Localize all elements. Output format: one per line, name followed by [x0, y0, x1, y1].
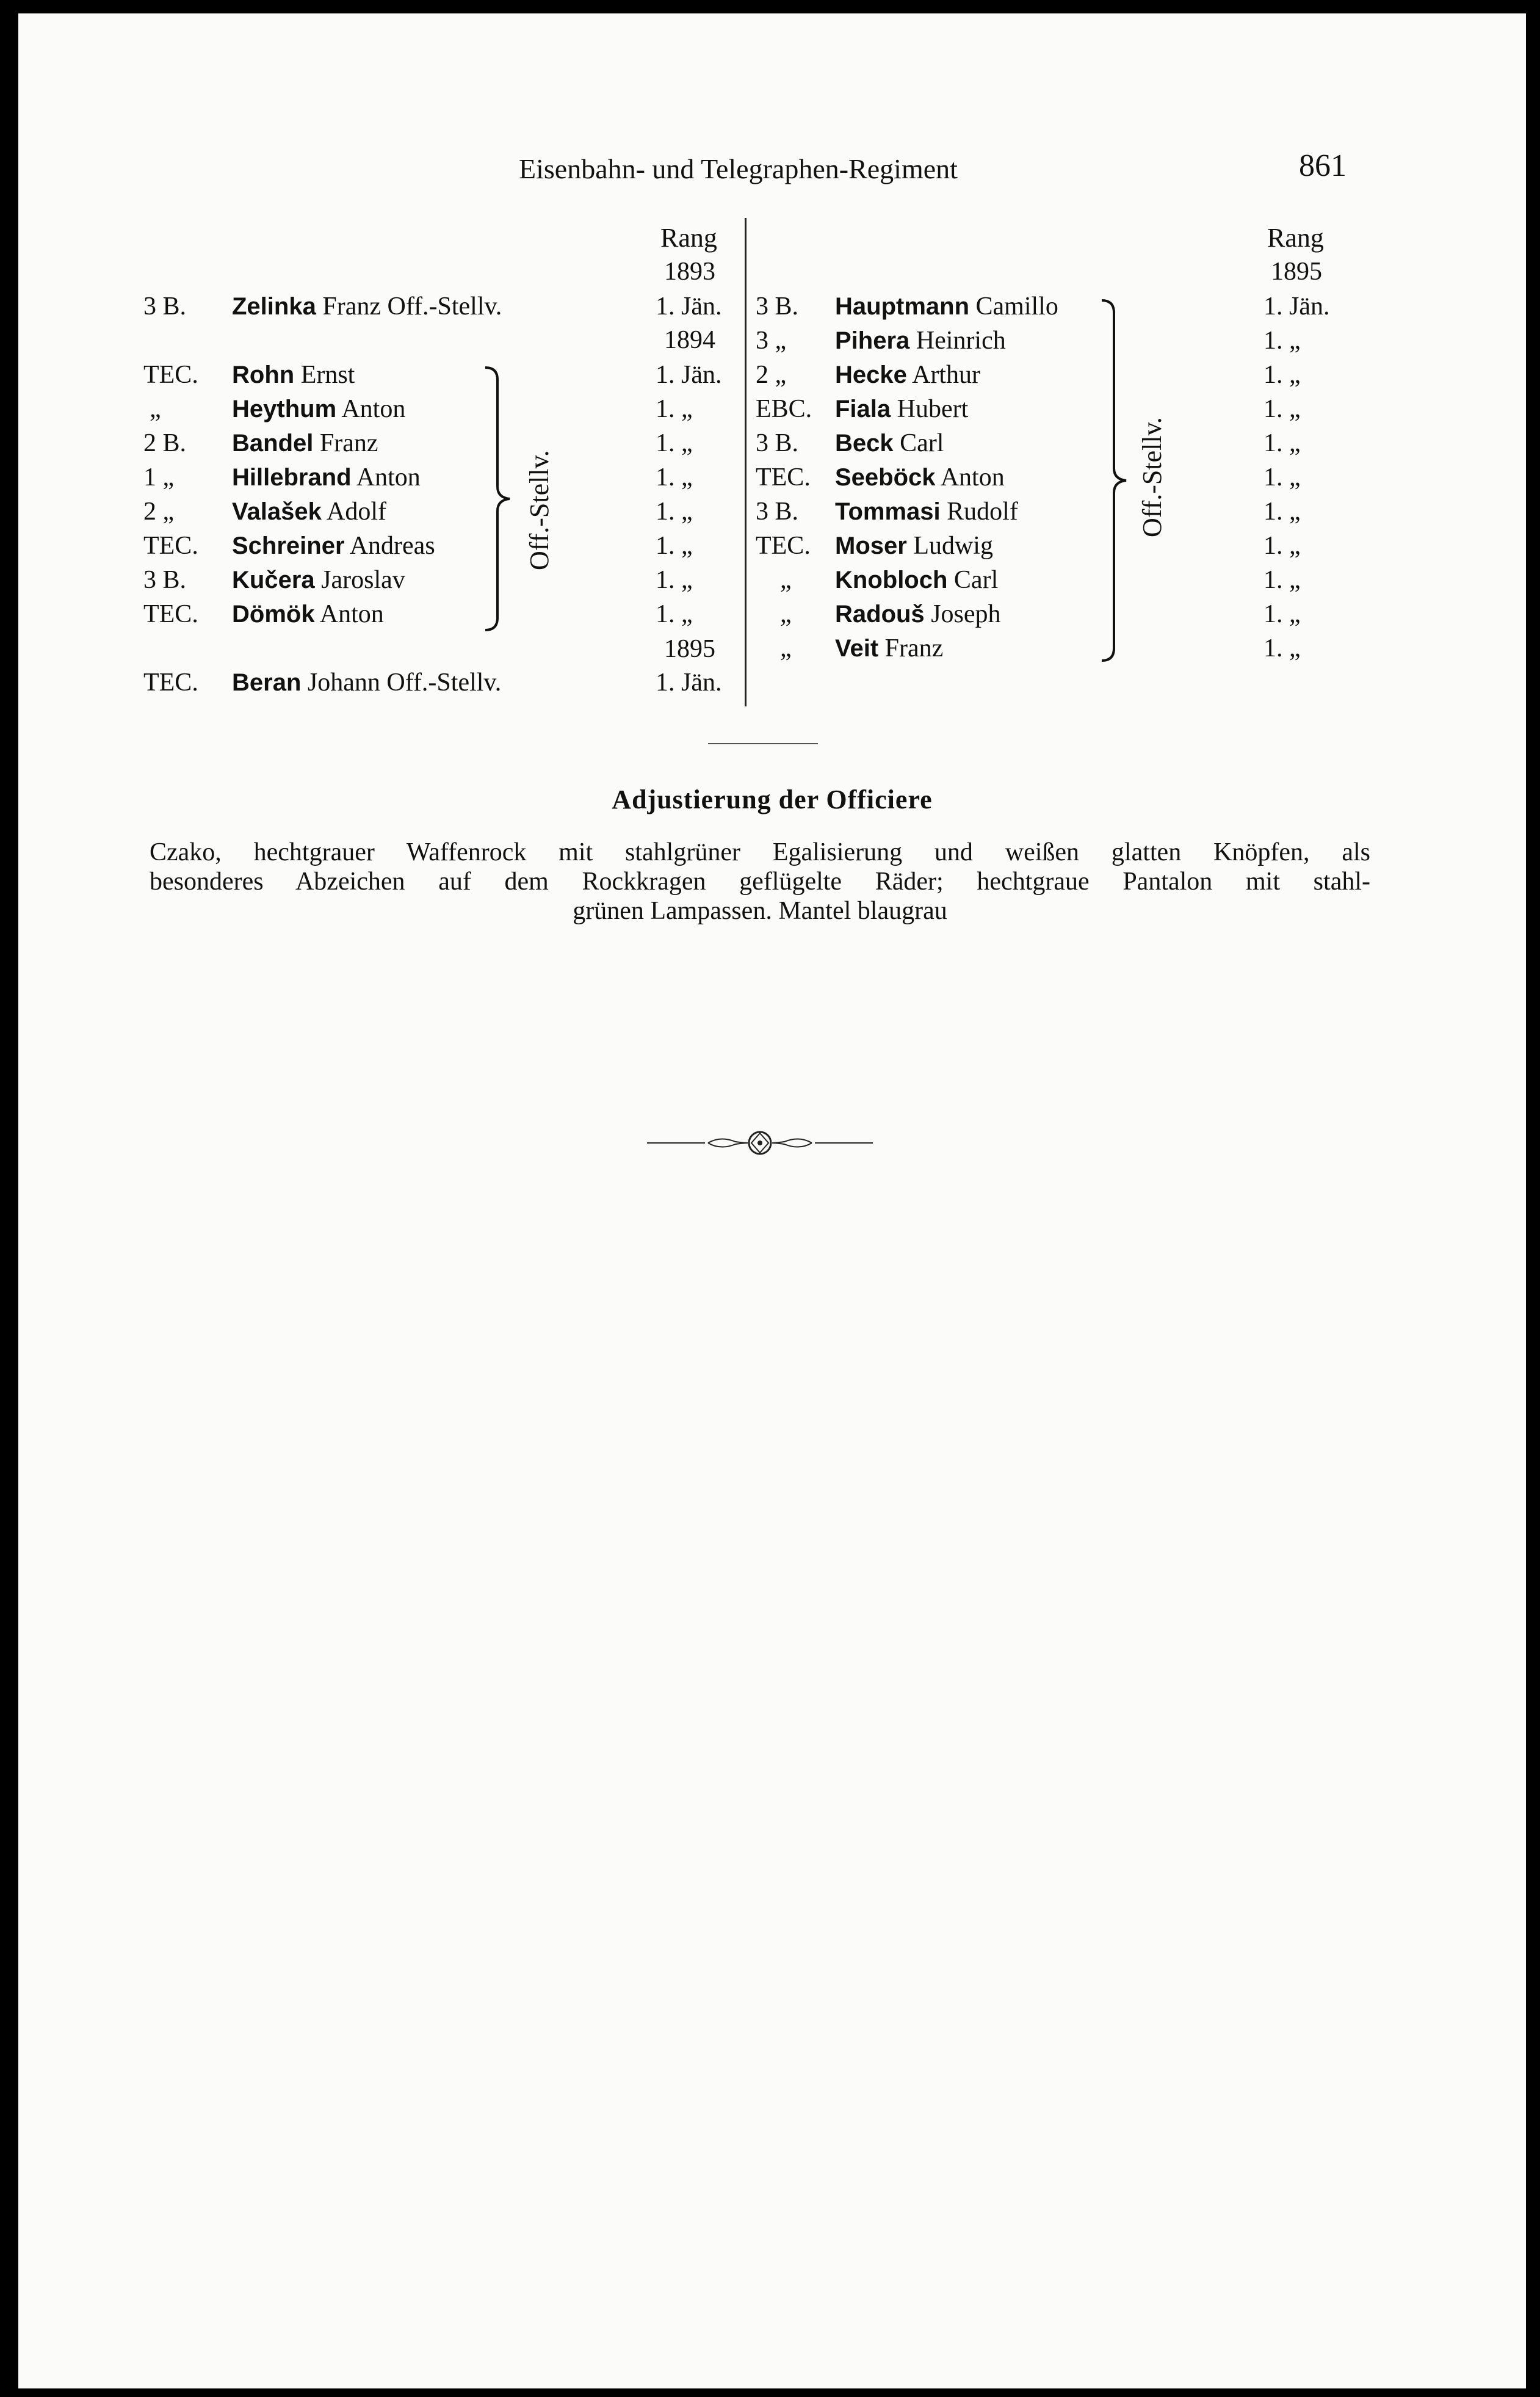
table-row: 3 B. Zelinka Franz Off.-Stellv.	[143, 292, 502, 321]
column-divider	[745, 218, 747, 706]
table-row: TEC. Beran Johann Off.-Stellv.	[143, 669, 502, 697]
section-body	[150, 838, 1370, 926]
table-row: 3 B. Hauptmann Camillo	[756, 292, 1058, 321]
table-row: EBC. Fiala Hubert	[756, 395, 969, 423]
date-cell: 1. Jän.	[656, 292, 722, 321]
table-row: „ Radouš Joseph	[780, 600, 1001, 628]
rang-header-right: Rang	[1267, 223, 1324, 253]
date-cell: 1. „	[656, 463, 693, 491]
year-1895: 1895	[664, 635, 715, 663]
right-group-label: Off.-Stellv.	[1137, 417, 1167, 537]
year-1893: 1893	[664, 258, 715, 286]
left-group-label: Off.-Stellv.	[524, 450, 554, 570]
running-header: Eisenbahn- und Telegraphen-Regiment	[519, 153, 958, 184]
table-row: 3 B. Beck Carl	[756, 429, 944, 457]
body-line: Czako, hechtgrauer Waffenrock mit stahlgrüner Egalisierung und weißen glatten Knöpfen, als	[150, 838, 1370, 866]
date-cell: 1. Jän.	[1263, 292, 1330, 321]
document-page	[18, 13, 1526, 2388]
date-cell: 1. „	[1263, 463, 1301, 491]
date-cell: 1. „	[656, 395, 693, 423]
body-line: grünen Lampassen. Mantel blaugrau	[573, 897, 947, 925]
table-row: „ Knobloch Carl	[780, 566, 999, 594]
rang-header-left: Rang	[660, 223, 717, 253]
table-row: 3 B. Kučera Jaroslav	[143, 566, 405, 594]
date-cell: 1. „	[1263, 361, 1301, 389]
left-brace-icon	[482, 364, 519, 633]
year-1895-right: 1895	[1271, 258, 1322, 286]
date-cell: 1. „	[1263, 429, 1301, 457]
table-row: TEC. Schreiner Andreas	[143, 532, 435, 560]
date-cell: 1. „	[656, 429, 693, 457]
table-row: TEC. Seeböck Anton	[756, 463, 1005, 491]
date-cell: 1. „	[1263, 395, 1301, 423]
page-number: 861	[1299, 148, 1347, 183]
date-cell: 1. „	[656, 498, 693, 526]
table-row: TEC. Rohn Ernst	[143, 361, 355, 389]
ornamental-divider-icon	[647, 1125, 873, 1161]
table-row: 3 B. Tommasi Rudolf	[756, 498, 1018, 526]
body-line: besonderes Abzeichen auf dem Rockkragen geflügelte Räder; hechtgraue Pantalon mit stahl-	[150, 868, 1370, 896]
date-cell: 1. Jän.	[656, 669, 722, 697]
right-brace-icon	[1099, 297, 1135, 664]
date-cell: 1. „	[656, 566, 693, 594]
date-cell: 1. „	[1263, 600, 1301, 628]
year-1894: 1894	[664, 326, 715, 354]
date-cell: 1. „	[656, 532, 693, 560]
date-cell: 1. „	[1263, 532, 1301, 560]
table-row: 2 „ Valašek Adolf	[143, 498, 387, 526]
table-row: „ Heythum Anton	[150, 395, 406, 423]
table-row: 2 „ Hecke Arthur	[756, 361, 981, 389]
date-cell: 1. Jän.	[656, 361, 722, 389]
date-cell: 1. „	[1263, 566, 1301, 594]
section-rule	[708, 743, 818, 744]
date-cell: 1. „	[1263, 327, 1301, 355]
table-row: „ Veit Franz	[780, 634, 944, 662]
date-cell: 1. „	[1263, 634, 1301, 662]
date-cell: 1. „	[1263, 498, 1301, 526]
table-row: 1 „ Hillebrand Anton	[143, 463, 421, 491]
date-cell: 1. „	[656, 600, 693, 628]
table-row: TEC. Dömök Anton	[143, 600, 384, 628]
table-row: 2 B. Bandel Franz	[143, 429, 378, 457]
table-row: 3 „ Pihera Heinrich	[756, 327, 1006, 355]
table-row: TEC. Moser Ludwig	[756, 532, 993, 560]
section-title: Adjustierung der Officiere	[612, 785, 933, 814]
